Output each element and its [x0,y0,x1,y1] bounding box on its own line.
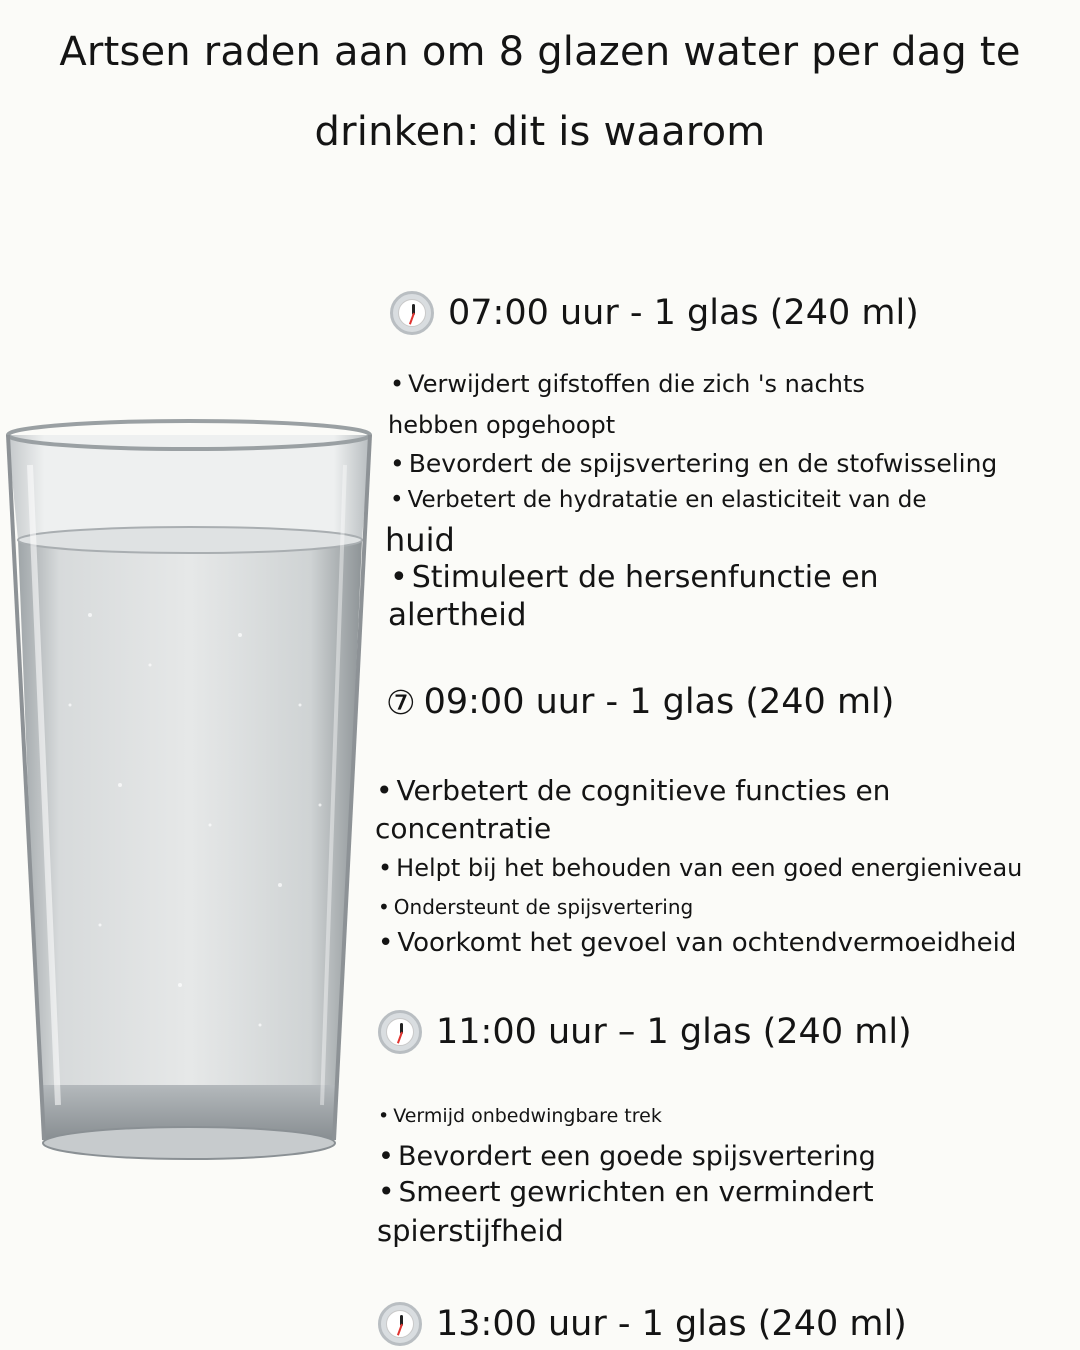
bullet-item-continued: spierstijfheid [377,1214,564,1248]
glass-of-water-image [0,405,380,1185]
slot-heading-0700 [390,291,919,335]
bullet-item: • Verbetert de hydratatie en elasticiteit van de [390,487,927,513]
bullet-item-continued: concentratie [375,812,552,845]
bullet-item: • Verbetert de cognitieve functies en [376,774,891,807]
bullet-item: • Verwijdert gifstoffen die zich 's nachts [390,370,865,398]
page-title-line-2: drinken: dit is waarom [314,109,766,155]
bullet-item-continued: hebben opgehoopt [388,411,616,439]
page-title-line-1: Artsen raden aan om 8 glazen water per dag te [59,29,1021,75]
bullet-item: • Vermijd onbedwingbare trek [378,1105,662,1127]
bullet-item-continued: huid [385,521,455,559]
slot-heading-text: 09:00 uur - 1 glas (240 ml) [423,682,895,722]
slot-heading-text: 13:00 uur - 1 glas (240 ml) [436,1303,907,1344]
slot-heading-0900 [386,682,895,722]
slot-heading-1100 [378,1010,912,1054]
bullet-item: • Ondersteunt de spijsvertering [378,895,694,919]
slot-heading-text: 11:00 uur – 1 glas (240 ml) [436,1011,912,1052]
clock-icon [378,1010,422,1054]
bullet-item: • Stimuleert de hersenfunctie en [390,560,879,595]
bullet-item: • Bevordert de spijsvertering en de stofwisseling [390,449,998,478]
bullet-item: • Helpt bij het behouden van een goed energieniveau [378,854,1023,882]
bullet-item-continued: alertheid [388,597,527,633]
slot-heading-1300 [378,1302,907,1346]
bullet-item: • Voorkomt het gevoel van ochtendvermoeidheid [378,928,1017,958]
circled-seven-icon: ⑦ [386,683,416,722]
slot-heading-text: 07:00 uur - 1 glas (240 ml) [448,292,919,333]
clock-icon [378,1302,422,1346]
bullet-item: • Smeert gewrichten en vermindert [378,1175,874,1208]
bullet-item: • Bevordert een goede spijsvertering [378,1141,876,1172]
clock-icon [390,291,434,335]
